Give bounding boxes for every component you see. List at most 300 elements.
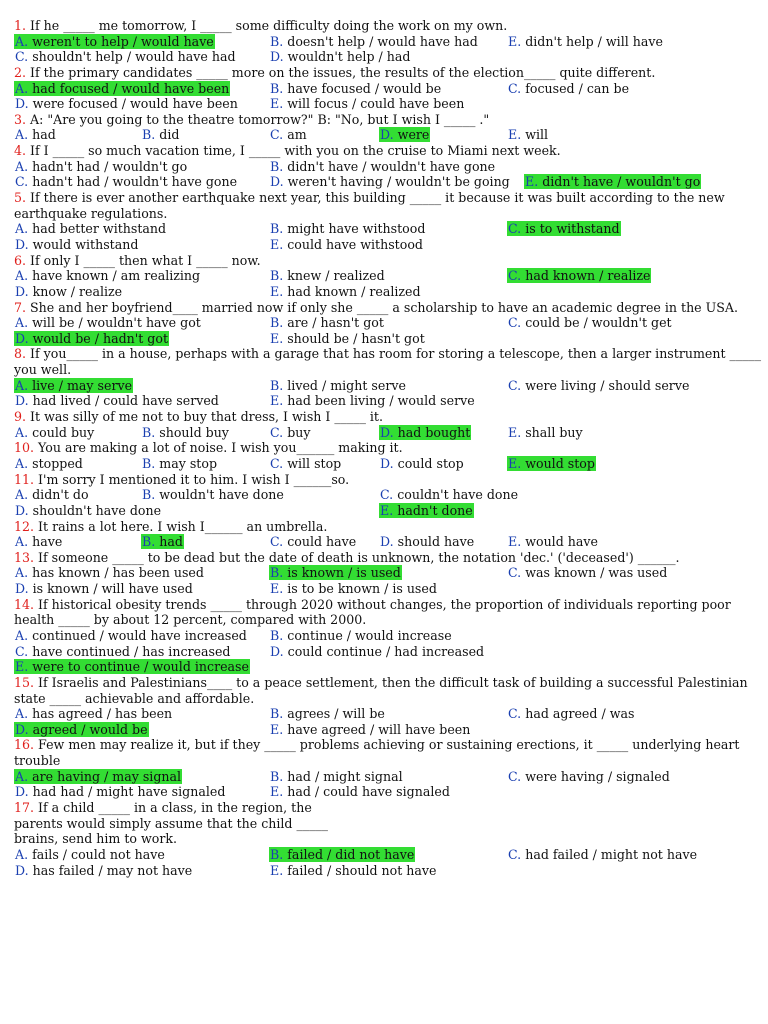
- option-letter: B.: [142, 534, 156, 550]
- option-letter: B.: [270, 768, 284, 784]
- option-row: [0, 237, 768, 253]
- option-text: had had / might have signaled: [28, 784, 226, 800]
- option-row: [0, 34, 768, 50]
- option-text: could be / wouldn't get: [521, 315, 672, 331]
- option-text: didn't have / wouldn't have gone: [283, 158, 496, 174]
- option-row: [0, 644, 768, 660]
- option-letter: E.: [508, 127, 522, 143]
- answer-option[interactable]: [269, 174, 511, 189]
- question-stem: A: "Are you going to the theatre tomorrow?" B: "No, but I wish I _____ .": [26, 111, 490, 127]
- question-text: [14, 65, 655, 80]
- question-stem: It was silly of me not to buy that dress, I wish I _____ it.: [26, 409, 383, 425]
- answer-option[interactable]: [379, 456, 465, 471]
- option-letter: A.: [15, 487, 29, 503]
- option-text: am: [283, 127, 307, 143]
- question-stem: Few men may realize it, but if they _____ problems achieving or sustaining erections, it _____ underlying heart: [34, 737, 740, 753]
- option-letter: E.: [270, 581, 284, 597]
- answer-option-correct[interactable]: [14, 81, 230, 96]
- option-letter: E.: [270, 236, 284, 252]
- option-text: could continue / had increased: [283, 643, 485, 659]
- answer-option-correct[interactable]: [14, 769, 182, 784]
- question-text: [14, 300, 738, 315]
- answer-option[interactable]: [507, 565, 668, 580]
- question-number: 9.: [14, 409, 27, 425]
- option-text: have known / am realizing: [28, 268, 201, 284]
- question-number: 2.: [14, 64, 27, 80]
- answer-option-correct[interactable]: [14, 378, 133, 393]
- answer-option[interactable]: [14, 268, 201, 283]
- option-letter: D.: [380, 424, 394, 440]
- question-line: [0, 472, 768, 488]
- option-text: had lived / could have served: [28, 393, 219, 409]
- question-stem: It rains a lot here. I wish I______ an umbrella.: [34, 518, 328, 534]
- option-text: didn't have / wouldn't go: [538, 174, 701, 190]
- answer-option-correct[interactable]: [507, 268, 651, 283]
- option-text: hadn't done: [393, 502, 473, 518]
- option-letter: C.: [508, 221, 522, 237]
- option-letter: A.: [15, 424, 29, 440]
- question-number: 10.: [14, 440, 35, 456]
- option-row: [0, 159, 768, 175]
- option-text: have: [28, 534, 63, 550]
- option-text: will: [521, 127, 549, 143]
- answer-option[interactable]: [269, 393, 476, 408]
- question-text: [14, 550, 680, 565]
- question-stem: brains, send him to work.: [14, 831, 178, 847]
- option-row: [0, 784, 768, 800]
- option-text: wouldn't help / had: [283, 49, 411, 65]
- answer-option[interactable]: [14, 159, 188, 174]
- answer-option-correct[interactable]: [14, 722, 149, 737]
- option-letter: D.: [380, 534, 394, 550]
- option-text: shouldn't help / would have had: [28, 49, 236, 65]
- option-text: focused / can be: [521, 80, 630, 96]
- answer-option[interactable]: [379, 534, 475, 549]
- question-stem: If the primary candidates _____ more on the issues, the results of the election_____ quite different.: [26, 64, 656, 80]
- question-number: 3.: [14, 111, 27, 127]
- option-row: [0, 331, 768, 347]
- question-stem: I'm sorry I mentioned it to him. I wish I ______so.: [34, 471, 350, 487]
- question-text: [14, 675, 748, 690]
- answer-option[interactable]: [14, 456, 84, 471]
- option-text: had: [28, 127, 56, 143]
- option-row: [0, 425, 768, 441]
- answer-option[interactable]: [14, 96, 239, 111]
- option-text: should be / hasn't got: [283, 330, 425, 346]
- answer-option[interactable]: [269, 722, 471, 737]
- option-row: [0, 503, 768, 519]
- answer-option[interactable]: [269, 769, 404, 784]
- option-row: [0, 378, 768, 394]
- option-letter: C.: [508, 565, 522, 581]
- question-number: 8.: [14, 346, 27, 362]
- answer-option[interactable]: [507, 534, 599, 549]
- option-text: would withstand: [28, 236, 139, 252]
- option-letter: B.: [142, 424, 156, 440]
- answer-option[interactable]: [14, 237, 139, 252]
- option-letter: B.: [270, 80, 284, 96]
- option-letter: A.: [15, 315, 29, 331]
- option-text: were to continue / would increase: [28, 659, 249, 675]
- option-text: was known / was used: [521, 565, 668, 581]
- answer-option[interactable]: [507, 378, 690, 393]
- question-stem: If Israelis and Palestinians____ to a peace settlement, then the difficult task of building a successful Palestinian: [34, 674, 748, 690]
- answer-option-correct[interactable]: [269, 847, 415, 862]
- answer-option[interactable]: [269, 237, 424, 252]
- option-letter: E.: [270, 784, 284, 800]
- option-text: would be / hadn't got: [28, 330, 169, 346]
- answer-option[interactable]: [269, 315, 385, 330]
- question-stem: If a child _____ in a class, in the region, the: [34, 800, 312, 816]
- option-letter: A.: [15, 565, 29, 581]
- answer-option[interactable]: [269, 284, 422, 299]
- question-stem: you well.: [14, 362, 72, 378]
- answer-option[interactable]: [141, 127, 180, 142]
- answer-option[interactable]: [269, 784, 451, 799]
- question-number: 11.: [14, 471, 35, 487]
- option-text: could buy: [28, 424, 95, 440]
- option-letter: C.: [508, 268, 522, 284]
- answer-option[interactable]: [14, 315, 202, 330]
- question-line: [0, 362, 768, 378]
- option-letter: D.: [15, 784, 29, 800]
- option-text: had agreed / was: [521, 706, 635, 722]
- answer-option-correct[interactable]: [141, 534, 184, 549]
- question-stem: If he _____ me tomorrow, I _____ some difficulty doing the work on my own.: [26, 18, 508, 33]
- question-stem: parents would simply assume that the child _____: [14, 815, 328, 831]
- question-text-continued: [14, 206, 167, 221]
- option-text: will be / wouldn't have got: [28, 315, 201, 331]
- question-line: [0, 409, 768, 425]
- question-line: [0, 753, 768, 769]
- answer-option[interactable]: [14, 784, 226, 799]
- question-number: 15.: [14, 674, 35, 690]
- option-letter: A.: [15, 377, 29, 393]
- option-text: didn't do: [28, 487, 89, 503]
- answer-option-correct[interactable]: [269, 565, 402, 580]
- answer-option[interactable]: [14, 221, 167, 236]
- answer-option[interactable]: [14, 644, 231, 659]
- answer-option-correct[interactable]: [524, 174, 701, 189]
- option-letter: C.: [270, 455, 284, 471]
- option-text: stopped: [28, 455, 83, 471]
- answer-option[interactable]: [269, 534, 357, 549]
- question-number: 17.: [14, 800, 35, 816]
- answer-option[interactable]: [269, 96, 465, 111]
- option-letter: E.: [270, 862, 284, 878]
- option-row: [0, 174, 768, 190]
- answer-option[interactable]: [14, 49, 237, 64]
- option-letter: C.: [15, 174, 29, 190]
- question-text-continued: [14, 612, 366, 627]
- option-letter: E.: [270, 393, 284, 409]
- option-row: [0, 534, 768, 550]
- answer-option[interactable]: [507, 81, 630, 96]
- option-row: [0, 456, 768, 472]
- option-text: has agreed / has been: [28, 706, 173, 722]
- option-text: shall buy: [521, 424, 583, 440]
- option-letter: E.: [508, 33, 522, 49]
- option-letter: A.: [15, 33, 29, 49]
- option-letter: D.: [380, 127, 394, 143]
- option-letter: A.: [15, 627, 29, 643]
- question-line: [0, 800, 768, 816]
- answer-option[interactable]: [14, 534, 63, 549]
- question-stem: If I _____ so much vacation time, I _____ with you on the cruise to Miami next week.: [26, 143, 561, 159]
- option-text: had bought: [393, 424, 471, 440]
- option-text: has known / has been used: [28, 565, 204, 581]
- answer-option[interactable]: [269, 628, 453, 643]
- question-stem: If there is ever another earthquake next year, this building _____ it because it was built according to the new: [26, 190, 725, 206]
- question-text-continued: [14, 753, 60, 768]
- question-line: [0, 831, 768, 847]
- option-text: will focus / could have been: [283, 96, 465, 112]
- answer-option[interactable]: [269, 268, 386, 283]
- question-text: [14, 737, 739, 752]
- option-text: were living / should serve: [521, 377, 690, 393]
- option-row: [0, 722, 768, 738]
- option-text: had focused / would have been: [28, 80, 230, 96]
- option-letter: E.: [270, 283, 284, 299]
- option-letter: A.: [15, 268, 29, 284]
- question-number: 7.: [14, 299, 27, 315]
- question-line: [0, 253, 768, 269]
- option-text: hadn't had / wouldn't go: [28, 158, 188, 174]
- answer-option[interactable]: [269, 331, 426, 346]
- question-line: [0, 65, 768, 81]
- question-line: [0, 737, 768, 753]
- option-text: were: [393, 127, 430, 143]
- option-text: is known / is used: [283, 565, 401, 581]
- question-number: 1.: [14, 18, 27, 33]
- answer-option[interactable]: [14, 565, 205, 580]
- question-number: 13.: [14, 549, 35, 565]
- answer-option[interactable]: [14, 628, 248, 643]
- option-text: know / realize: [28, 283, 123, 299]
- option-letter: A.: [15, 80, 29, 96]
- option-text: is to be known / is used: [283, 581, 437, 597]
- answer-option[interactable]: [269, 456, 342, 471]
- option-letter: B.: [270, 565, 284, 581]
- answer-option[interactable]: [507, 425, 584, 440]
- answer-option[interactable]: [507, 34, 664, 49]
- option-letter: B.: [142, 487, 156, 503]
- option-text: would stop: [521, 455, 595, 471]
- option-letter: B.: [270, 268, 284, 284]
- option-text: wouldn't have done: [155, 487, 284, 503]
- answer-option[interactable]: [269, 49, 411, 64]
- answer-option-correct[interactable]: [507, 456, 596, 471]
- option-text: had failed / might not have: [521, 846, 698, 862]
- option-letter: C.: [508, 706, 522, 722]
- option-letter: B.: [270, 377, 284, 393]
- option-text: have continued / has increased: [28, 643, 231, 659]
- question-line: [0, 675, 768, 691]
- question-text: [14, 112, 489, 127]
- option-text: is to withstand: [521, 221, 620, 237]
- question-number: 6.: [14, 252, 27, 268]
- option-letter: A.: [15, 706, 29, 722]
- answer-option[interactable]: [507, 127, 549, 142]
- option-letter: C.: [508, 377, 522, 393]
- option-letter: C.: [15, 49, 29, 65]
- option-text: could stop: [393, 455, 464, 471]
- option-letter: E.: [15, 659, 29, 675]
- answer-option[interactable]: [14, 284, 123, 299]
- answer-option[interactable]: [269, 863, 438, 878]
- answer-option[interactable]: [379, 487, 519, 502]
- question-text: [14, 800, 312, 815]
- option-text: could have withstood: [283, 236, 423, 252]
- option-row: [0, 847, 768, 863]
- option-text: have agreed / will have been: [283, 721, 471, 737]
- option-row: [0, 487, 768, 503]
- quiz-document: [0, 18, 768, 878]
- option-text: buy: [283, 424, 311, 440]
- question-line: [0, 519, 768, 535]
- answer-option[interactable]: [507, 847, 698, 862]
- answer-option-correct[interactable]: [14, 331, 169, 346]
- option-letter: C.: [15, 643, 29, 659]
- answer-option[interactable]: [14, 706, 173, 721]
- answer-option-correct[interactable]: [379, 425, 471, 440]
- option-letter: A.: [15, 846, 29, 862]
- answer-option[interactable]: [14, 503, 162, 518]
- question-number: 4.: [14, 143, 27, 159]
- question-text-continued: [14, 362, 71, 377]
- answer-option[interactable]: [14, 425, 95, 440]
- question-stem: state _____ achievable and affordable.: [14, 690, 255, 706]
- question-text: [14, 472, 349, 487]
- answer-option[interactable]: [14, 863, 193, 878]
- option-text: would have: [521, 534, 598, 550]
- answer-option[interactable]: [269, 378, 407, 393]
- answer-option[interactable]: [14, 581, 194, 596]
- answer-option[interactable]: [14, 487, 90, 502]
- option-letter: A.: [15, 158, 29, 174]
- answer-option[interactable]: [269, 581, 438, 596]
- answer-option-correct[interactable]: [507, 221, 621, 236]
- option-text: might have withstood: [283, 221, 426, 237]
- option-text: hadn't had / wouldn't have gone: [28, 174, 238, 190]
- answer-option[interactable]: [269, 221, 426, 236]
- option-letter: D.: [15, 96, 29, 112]
- question-number: 5.: [14, 190, 27, 206]
- answer-option-correct[interactable]: [14, 659, 250, 674]
- option-text: live / may serve: [28, 377, 133, 393]
- option-letter: D.: [15, 330, 29, 346]
- option-letter: D.: [15, 236, 29, 252]
- question-text: [14, 190, 725, 205]
- answer-option[interactable]: [269, 34, 479, 49]
- option-text: doesn't help / would have had: [283, 33, 478, 49]
- option-row: [0, 769, 768, 785]
- option-row: [0, 706, 768, 722]
- answer-option-correct[interactable]: [379, 503, 474, 518]
- question-line: [0, 206, 768, 222]
- option-text: could have: [283, 534, 357, 550]
- question-stem: If only I _____ then what I _____ now.: [26, 252, 261, 268]
- option-text: had known / realized: [283, 283, 421, 299]
- option-text: were having / signaled: [521, 768, 670, 784]
- question-text: [14, 143, 561, 158]
- answer-option[interactable]: [141, 487, 285, 502]
- option-text: had / could have signaled: [283, 784, 450, 800]
- question-stem: trouble: [14, 753, 61, 769]
- answer-option[interactable]: [269, 159, 496, 174]
- option-text: had / might signal: [283, 768, 403, 784]
- question-text: [14, 18, 507, 33]
- answer-option[interactable]: [507, 315, 673, 330]
- option-text: were focused / would have been: [28, 96, 238, 112]
- answer-option[interactable]: [14, 393, 220, 408]
- option-letter: D.: [15, 581, 29, 597]
- option-text: lived / might serve: [283, 377, 406, 393]
- option-letter: A.: [15, 455, 29, 471]
- question-line: [0, 440, 768, 456]
- question-text-continued: [14, 831, 177, 846]
- question-text: [14, 409, 383, 424]
- answer-option[interactable]: [269, 425, 312, 440]
- option-text: will stop: [283, 455, 342, 471]
- option-letter: D.: [15, 502, 29, 518]
- answer-option[interactable]: [141, 425, 230, 440]
- option-letter: C.: [270, 127, 284, 143]
- option-letter: C.: [508, 768, 522, 784]
- option-text: agreed / would be: [28, 721, 148, 737]
- question-text: [14, 346, 761, 361]
- answer-option[interactable]: [507, 706, 635, 721]
- question-line: [0, 112, 768, 128]
- option-letter: C.: [380, 487, 394, 503]
- option-text: weren't having / wouldn't be going: [283, 174, 510, 190]
- answer-option[interactable]: [14, 174, 238, 189]
- question-line: [0, 143, 768, 159]
- question-line: [0, 691, 768, 707]
- question-stem: If someone _____ to be dead but the date of death is unknown, the notation 'dec.' ('deceased') ______.: [34, 549, 680, 565]
- question-line: [0, 346, 768, 362]
- option-letter: E.: [380, 502, 394, 518]
- option-text: have focused / would be: [283, 80, 442, 96]
- answer-option[interactable]: [14, 127, 57, 142]
- question-text: [14, 597, 731, 612]
- option-text: should have: [393, 534, 475, 550]
- option-text: should buy: [155, 424, 229, 440]
- option-text: is known / will have used: [28, 581, 193, 597]
- question-line: [0, 612, 768, 628]
- option-row: [0, 96, 768, 112]
- answer-option[interactable]: [507, 769, 671, 784]
- answer-option[interactable]: [269, 81, 442, 96]
- question-text: [14, 519, 327, 534]
- question-line: [0, 300, 768, 316]
- option-row: [0, 659, 768, 675]
- option-letter: E.: [270, 330, 284, 346]
- answer-option-correct[interactable]: [14, 34, 215, 49]
- answer-option[interactable]: [14, 847, 166, 862]
- option-text: knew / realized: [283, 268, 385, 284]
- answer-option[interactable]: [269, 644, 485, 659]
- question-line: [0, 550, 768, 566]
- option-text: had: [155, 534, 183, 550]
- answer-option[interactable]: [141, 456, 218, 471]
- answer-option-correct[interactable]: [379, 127, 430, 142]
- answer-option[interactable]: [269, 127, 308, 142]
- option-row: [0, 393, 768, 409]
- answer-option[interactable]: [269, 706, 386, 721]
- option-text: couldn't have done: [393, 487, 519, 503]
- question-line: [0, 597, 768, 613]
